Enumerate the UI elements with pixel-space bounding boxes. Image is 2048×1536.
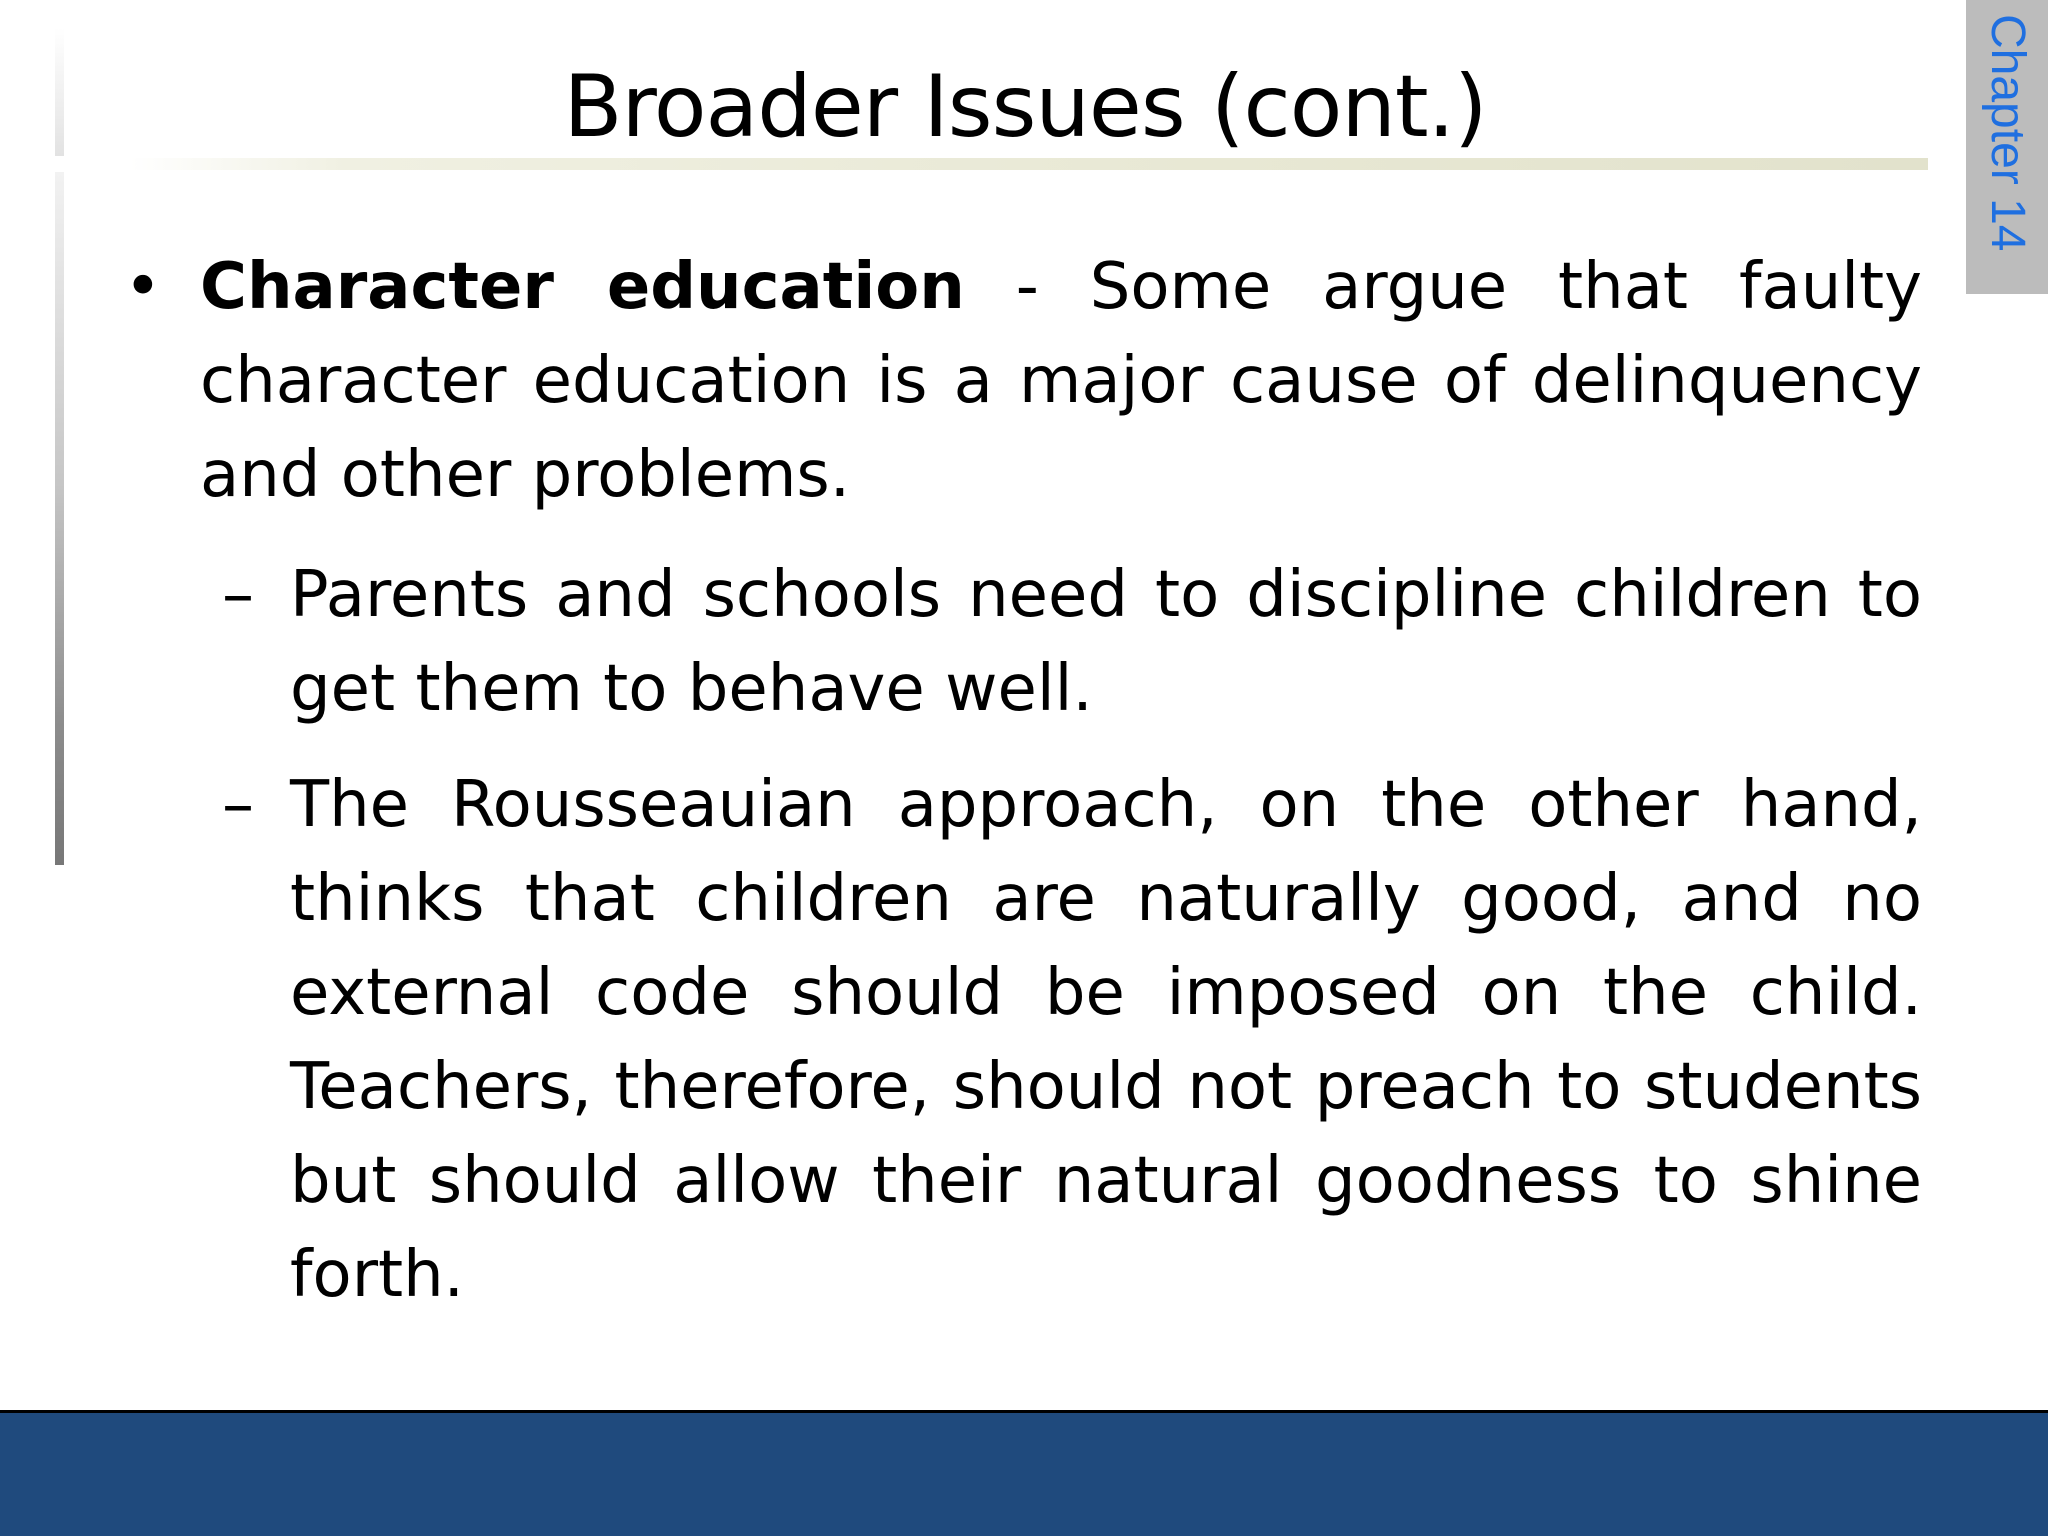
bullet-text: - Some argue that faulty character education is a major cause of delinquency and other problems.	[200, 250, 1922, 512]
bullet-term: Character education	[200, 250, 965, 324]
sub-bullet-item: Parents and schools need to discipline children to get them to behave well.	[290, 558, 1922, 726]
sub-bullet-item: The Rousseauian approach, on the other hand, thinks that children are naturally good, and no external code should be imposed on the child. Teachers, therefore, should not preach to students but should allow their natural goodness to shine forth.	[290, 768, 1922, 1312]
chapter-label: Chapter 14	[1981, 14, 2034, 252]
sub-bullet-marker: –	[222, 558, 254, 632]
slide-title: Broader Issues (cont.)	[563, 57, 1487, 157]
sub-bullet-marker: –	[222, 768, 254, 842]
bullet-item	[200, 240, 1922, 522]
bullet-marker: •	[124, 250, 162, 324]
footer-band	[0, 1413, 2048, 1536]
